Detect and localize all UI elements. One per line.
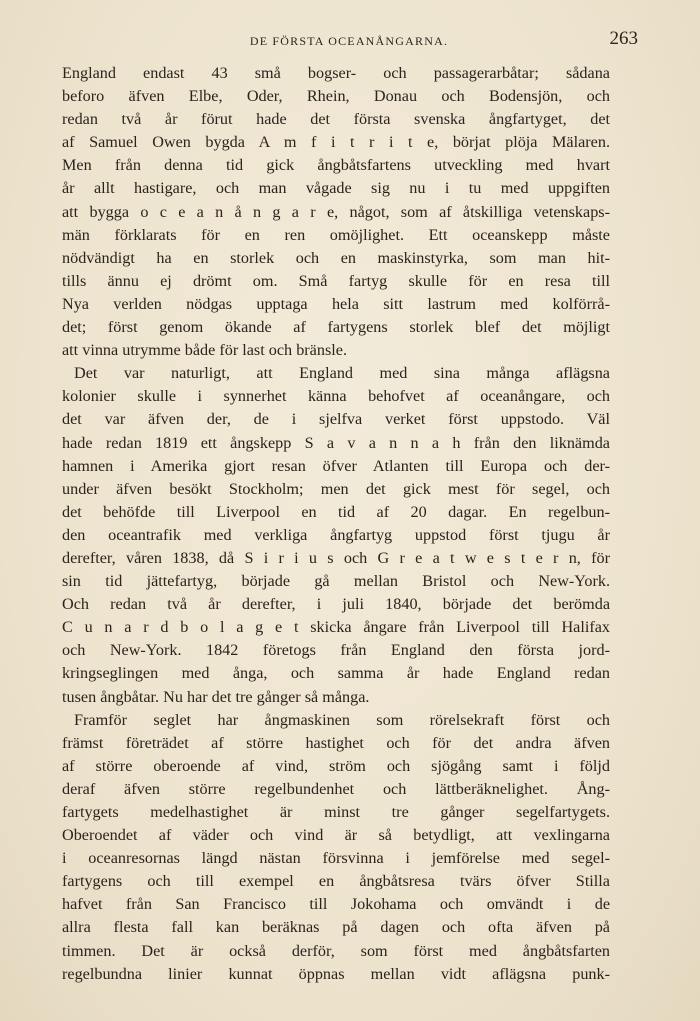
text-line: Men från denna tid gick ångbåtsfartens utveckling med hvart <box>62 156 610 175</box>
paragraph-end-line: att vinna utrymme både för last och bränsle. <box>62 341 347 360</box>
text-line: under äfven besökt Stockholm; men det gick mest för segel, och <box>62 479 610 498</box>
text-line: kringseglingen med ånga, och samma år hade England redan <box>62 664 610 683</box>
page-number: 263 <box>609 28 638 49</box>
paragraph-start-line: Det var naturligt, att England med sina många aflägsna <box>74 364 610 383</box>
text-line: den oceantrafik med verkliga ångfartyg uppstod först tjugu år <box>62 525 610 544</box>
text-line: regelbundna linier kunnat öppnas mellan vidt aflägsna punk- <box>62 964 610 983</box>
text-line: fartygens och till exempel en ångbåtsresa tvärs öfver Stilla <box>62 872 610 891</box>
text-line: Och redan två år derefter, i juli 1840, började det berömda <box>62 595 610 614</box>
text-line: deraf äfven större regelbundenhet och lättberäknelighet. Ång- <box>62 779 610 798</box>
text-line: i oceanresornas längd nästan försvinna i jemförelse med segel- <box>62 849 610 868</box>
text-line: tills ännu ej drömt om. Små fartyg skulle för en resa till <box>62 271 610 290</box>
text-line: det; först genom ökande af fartygens storlek blef det möjligt <box>62 318 610 337</box>
page-header <box>60 28 638 50</box>
text-line: hade redan 1819 ett ångskepp S a v a n n a h från den liknämda <box>62 433 610 452</box>
text-line: redan två år förut hade det första svenska ångfartyget, det <box>62 110 610 129</box>
text-line: att bygga o c e a n å n g a r e, något, som af åtskilliga vetenskaps- <box>62 202 610 221</box>
text-line: timmen. Det är också derför, som först med ångbåtsfarten <box>62 941 610 960</box>
text-line: C u n a r d b o l a g e t skicka ångare från Liverpool till Halifax <box>62 618 610 637</box>
text-line: främst företrädet af större hastighet och för det andra äfven <box>62 733 610 752</box>
text-line: derefter, våren 1838, då S i r i u s och G r e a t w e s t e r n, för <box>62 548 610 567</box>
text-line: Oberoendet af väder och vind är så betydligt, att vexlingarna <box>62 826 610 845</box>
text-line: allra flesta fall kan beräknas på dagen och ofta äfven på <box>62 918 610 937</box>
text-line: sin tid jättefartyg, började gå mellan Bristol och New-York. <box>62 572 610 591</box>
paragraph-start-line: Framför seglet har ångmaskinen som rörelsekraft först och <box>74 710 610 729</box>
text-line: beforo äfven Elbe, Oder, Rhein, Donau och Bodensjön, och <box>62 87 610 106</box>
text-line: kolonier skulle i synnerhet känna behofvet af oceanångare, och <box>62 387 610 406</box>
text-line: England endast 43 små bogser- och passagerarbåtar; sådana <box>62 64 610 82</box>
text-line: af större oberoende af vind, ström och sjögång samt i följd <box>62 756 610 775</box>
text-line: det behöfde till Liverpool en tid af 20 dagar. En regelbun- <box>62 502 610 521</box>
paragraph-end-line: tusen ångbåtar. Nu har det tre gånger så många. <box>62 687 370 706</box>
body-text <box>62 62 610 986</box>
text-line: hafvet från San Francisco till Jokohama och omvändt i de <box>62 895 610 914</box>
text-line: fartygets medelhastighet är minst tre gånger segelfartygets. <box>62 803 610 821</box>
running-title: DE FÖRSTA OCEANÅNGARNA. <box>249 34 449 48</box>
text-line: af Samuel Owen bygda A m f i t r i t e, börjat plöja Mälaren. <box>62 133 610 152</box>
text-line: nödvändigt ha en storlek och en maskinstyrka, som man hit- <box>62 248 610 267</box>
text-line: år allt hastigare, och man vågade sig nu i tu med uppgiften <box>62 179 610 198</box>
text-line: och New-York. 1842 företogs från England den första jord- <box>62 641 610 660</box>
text-line: det var äfven der, de i sjelfva verket först uppstodo. Väl <box>62 410 610 429</box>
text-line: hamnen i Amerika gjort resan öfver Atlanten till Europa och der- <box>62 456 610 475</box>
text-line: män förklarats för en ren omöjlighet. Ett oceanskepp måste <box>62 225 610 244</box>
text-line: Nya verlden nödgas upptaga hela sitt lastrum med kolförrå- <box>62 294 610 313</box>
